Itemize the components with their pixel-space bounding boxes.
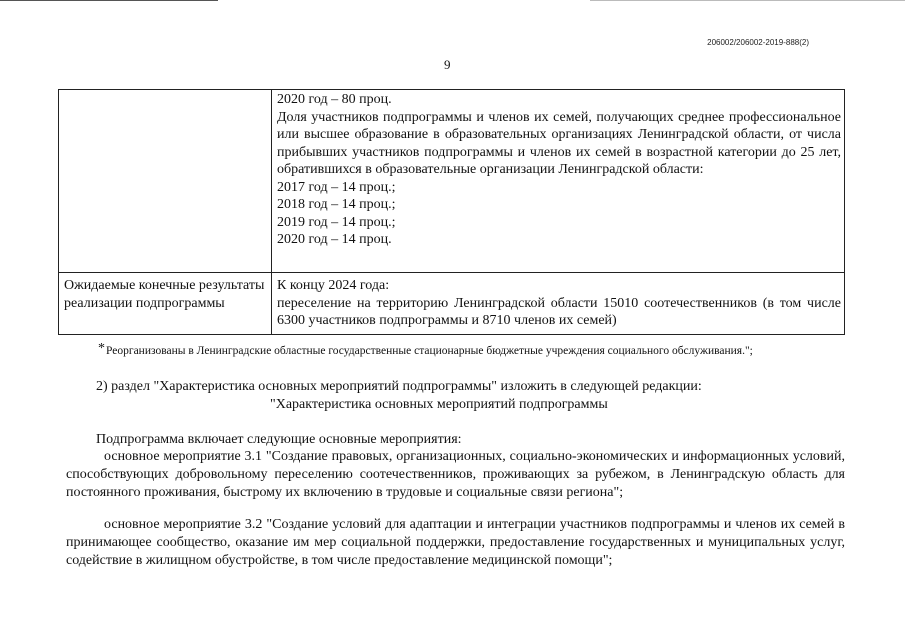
section-title: "Характеристика основных мероприятий подпрограммы: [270, 397, 608, 412]
results-description: переселение на территорию Ленинградской области 15010 соотечественников (в том числе 6300 участников подпрограммы и 8710 членов их семей): [277, 295, 841, 328]
footnote: [98, 341, 858, 357]
footnote-marker: *: [98, 341, 105, 356]
table-row: [59, 273, 845, 335]
footnote-text: Реорганизованы в Ленинградские областные государственные стационарные бюджетные учреждения социального обслуживания.";: [106, 345, 753, 357]
table-cell-indicators: [272, 90, 845, 273]
scan-border-line: [0, 0, 218, 1]
indicator-description: Доля участников подпрограммы и членов их семей, получающих среднее профессиональное или высшее образование в образовательных организациях Ленинградской области, от числа прибывших участников подпрограммы и членов их семей в возрастной категории до 25 лет, обратившихся в образовательные организации Ленинградской области:: [277, 109, 841, 177]
document-id: 206002/206002-2019-888(2): [707, 38, 809, 47]
amendment-instruction: 2) раздел "Характеристика основных мероприятий подпрограммы" изложить в следующей редакции:: [96, 379, 702, 394]
activity-paragraph: основное мероприятие 3.2 "Создание условий для адаптации и интеграции участников подпрограммы и членов их семей в принимающее сообщество, оказание им мер социальной поддержки, предоставление государственных и муниципальных услуг, содействие в жилищном обустройстве, в том числе предоставление медицинской помощи";: [66, 517, 845, 568]
indicator-line: 2019 год – 14 проц.;: [277, 214, 396, 230]
activity-paragraph: основное мероприятие 3.1 "Создание правовых, организационных, социально-экономических и информационных условий, способствующих добровольному переселению соотечественников, проживающих за рубежом, в Ленинградскую область для постоянного проживания, быстрому их включению в трудовые и социальные связи региона";: [66, 449, 845, 500]
program-table: [58, 89, 845, 335]
page-number: 9: [444, 57, 451, 72]
results-line: К концу 2024 года:: [277, 278, 390, 293]
indicator-line: 2020 год – 80 проц.: [277, 92, 392, 107]
section-intro: Подпрограмма включает следующие основные мероприятия:: [96, 432, 462, 447]
indicator-line: 2020 год – 14 проц.: [277, 232, 392, 247]
indicator-line: 2017 год – 14 проц.;: [277, 179, 396, 195]
table-row-label: Ожидаемые конечные результаты реализации подпрограммы: [59, 273, 272, 335]
indicator-line: 2018 год – 14 проц.;: [277, 197, 396, 212]
table-cell-results: [272, 273, 845, 335]
table-row: [59, 90, 845, 273]
scan-border-line: [590, 0, 905, 1]
table-cell-empty: [59, 90, 272, 273]
